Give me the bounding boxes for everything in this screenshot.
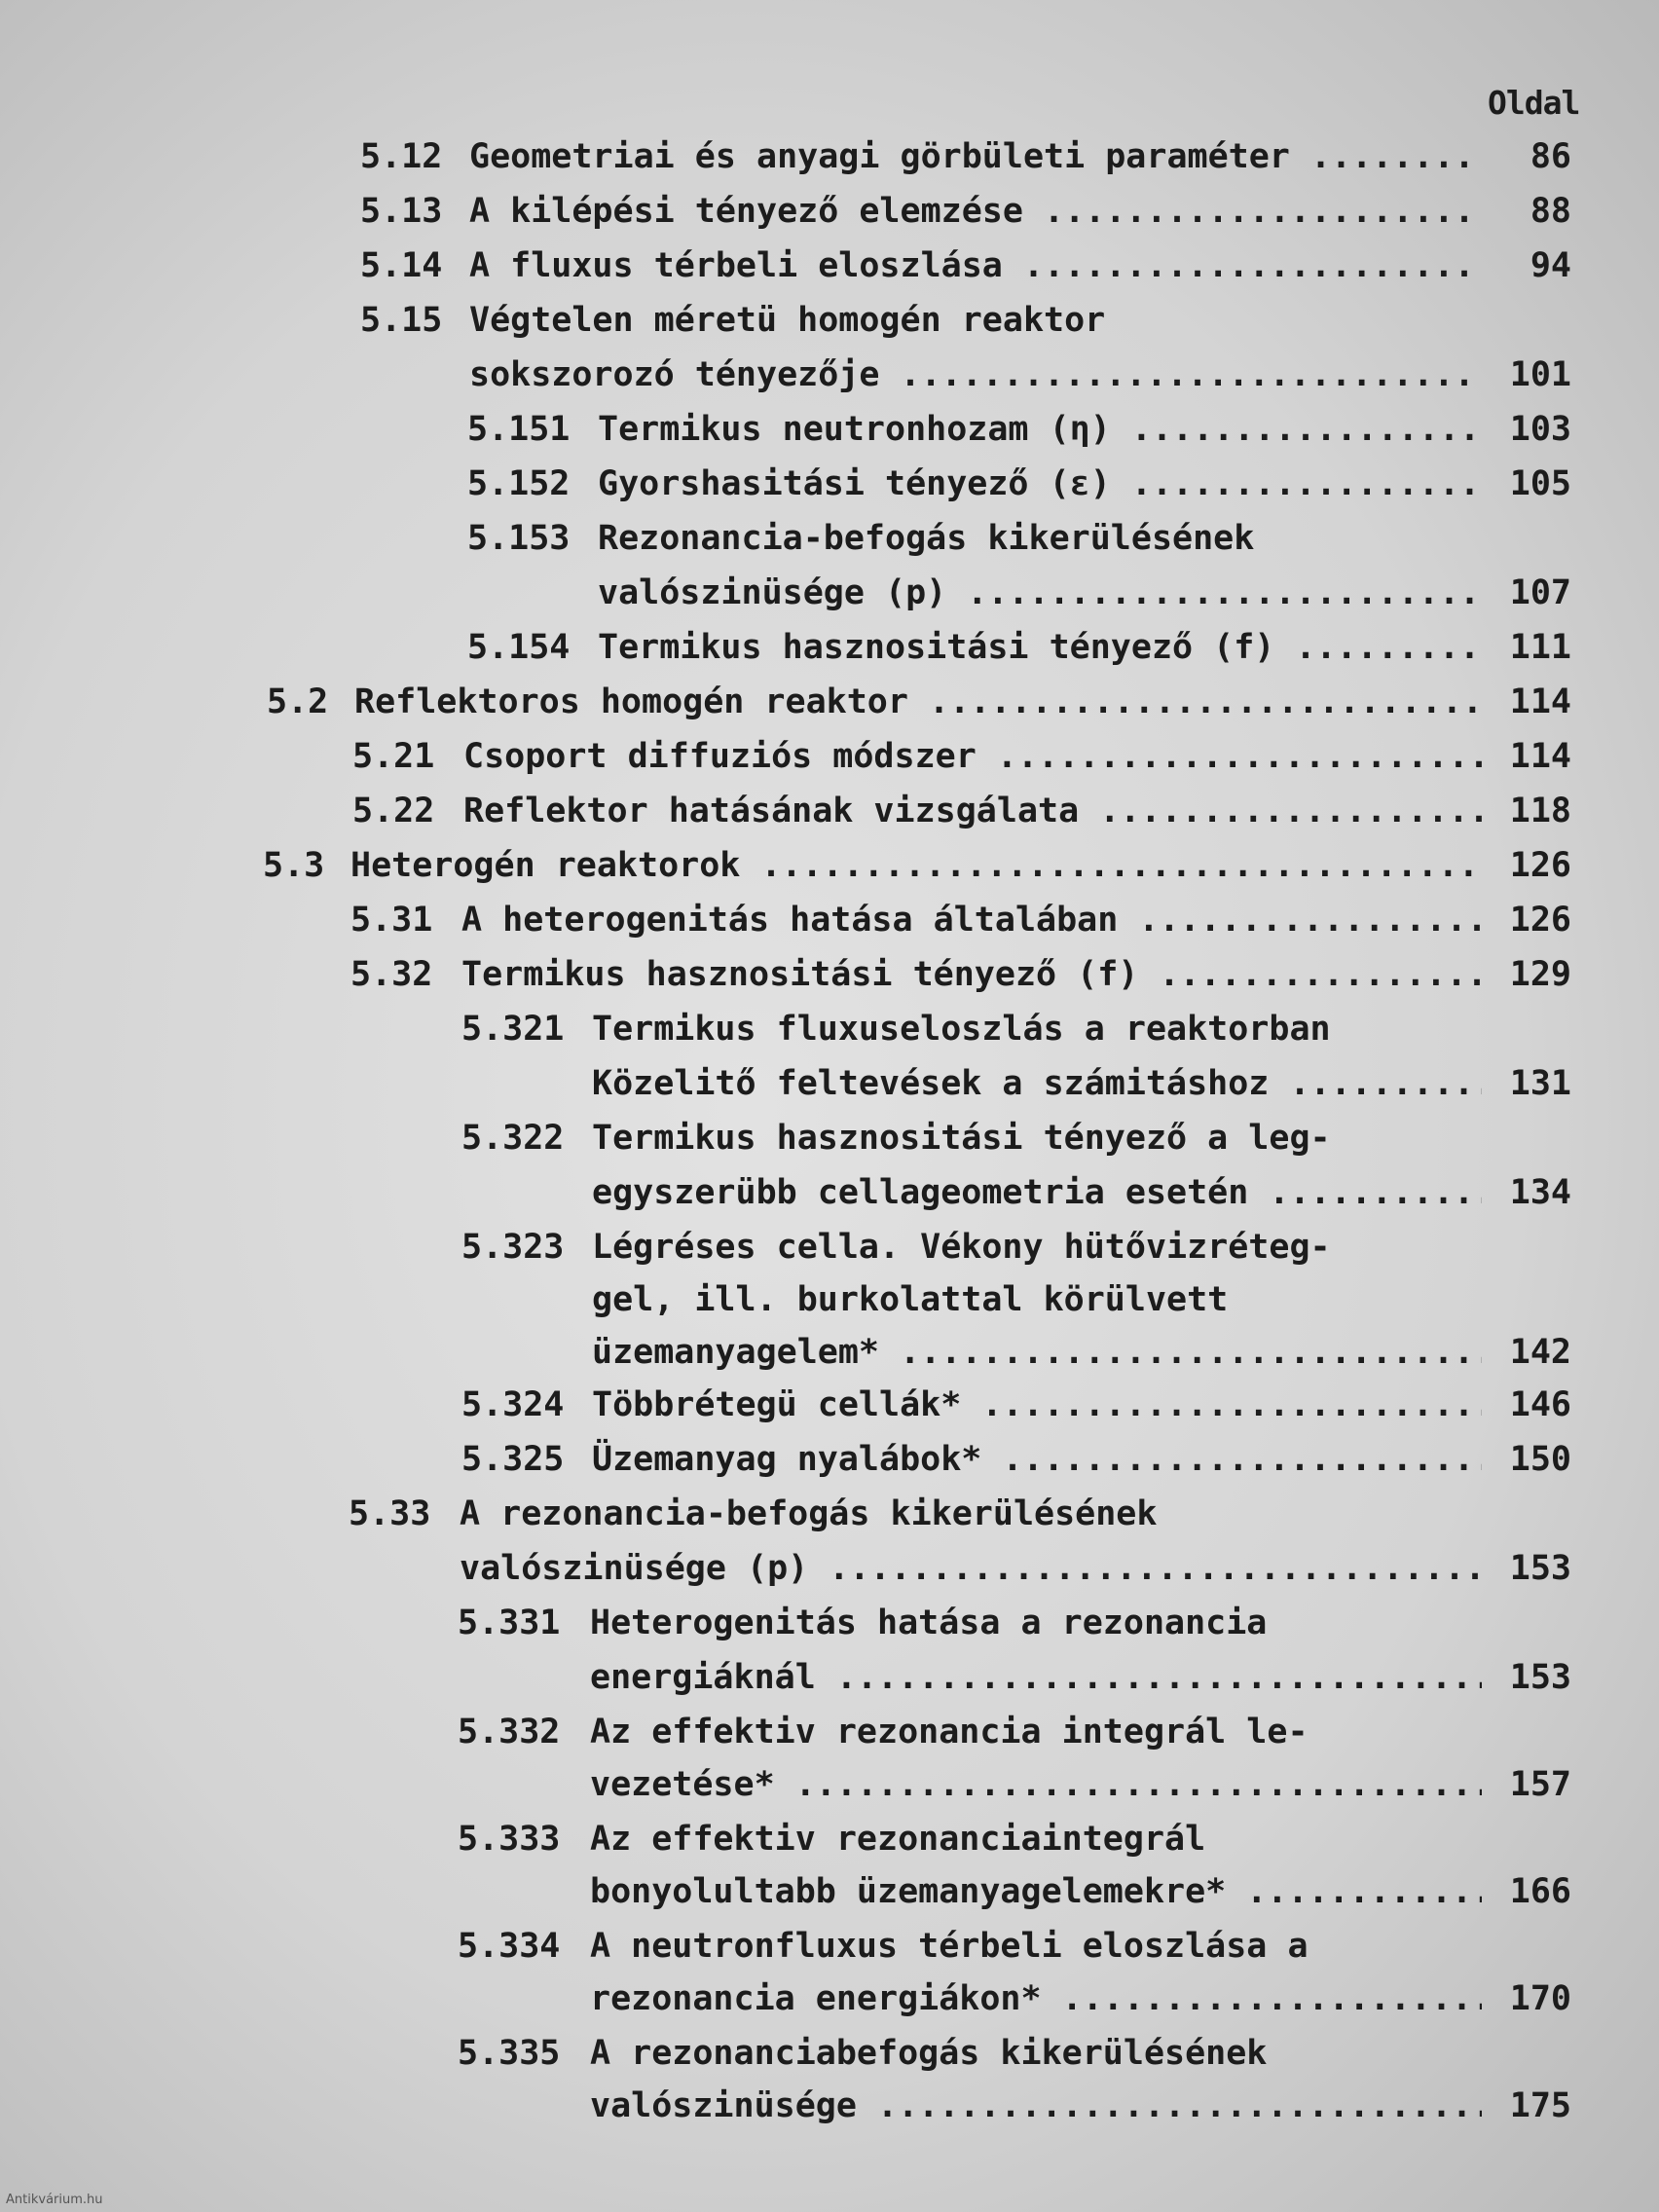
section-number: 5.2: [267, 682, 329, 721]
section-title: Termikus hasznositási tényező a leg-: [592, 1119, 1331, 1158]
watermark: Antikvárium.hu: [6, 2193, 103, 2207]
page-number: 153: [1509, 1658, 1571, 1697]
toc-entry: [0, 678, 1659, 726]
page-number: 126: [1509, 901, 1571, 940]
page-number: 103: [1509, 410, 1571, 449]
page-number: 88: [1530, 192, 1571, 231]
toc-entry-continuation: [0, 2082, 1659, 2130]
toc-entry: [0, 460, 1659, 508]
section-number: 5.325: [461, 1440, 565, 1479]
section-number: 5.15: [360, 301, 443, 340]
toc-entry: [0, 514, 1659, 563]
toc-entry: [0, 2029, 1659, 2078]
toc-entry: [0, 1114, 1659, 1162]
toc-entry: [0, 132, 1659, 181]
section-title: Termikus hasznositási tényező (f) .....: [598, 623, 1482, 672]
page-number: 157: [1509, 1765, 1571, 1804]
section-number: 5.21: [352, 737, 435, 776]
section-title: A heterogenitás hatása általában .....: [461, 896, 1482, 944]
page-number: 129: [1509, 955, 1571, 994]
section-title: Légréses cella. Vékony hütővizréteg-: [592, 1228, 1331, 1267]
page-number: 94: [1530, 246, 1571, 285]
page-number: 101: [1509, 355, 1571, 394]
page-number: 146: [1509, 1385, 1571, 1424]
toc-entry: [0, 1708, 1659, 1756]
section-title: valószinüsége .....: [590, 2082, 1482, 2130]
section-number: 5.31: [350, 901, 433, 940]
section-title: valószinüsége (p) .....: [598, 569, 1482, 617]
page-number: 166: [1509, 1872, 1571, 1911]
section-title: energiáknál .....: [590, 1653, 1482, 1702]
toc-entry: [0, 187, 1659, 236]
page-number: 118: [1509, 792, 1571, 830]
toc-entry-continuation: [0, 1760, 1659, 1809]
section-number: 5.3: [263, 846, 325, 885]
section-number: 5.323: [461, 1228, 565, 1267]
toc-entry: [0, 1490, 1659, 1538]
toc-entry: [0, 732, 1659, 781]
page-number: 134: [1509, 1173, 1571, 1212]
section-title: Heterogenitás hatása a rezonancia: [590, 1604, 1268, 1642]
section-number: 5.324: [461, 1385, 565, 1424]
section-number: 5.151: [467, 410, 571, 449]
section-title: Az effektiv rezonancia integrál le-: [590, 1713, 1309, 1751]
toc-entry-continuation: [0, 1974, 1659, 2023]
toc-entry-continuation: [0, 1328, 1659, 1377]
section-title: Geometriai és anyagi görbületi paraméter .....: [469, 132, 1482, 181]
section-title: Csoport diffuziós módszer .....: [463, 732, 1482, 781]
page-number: 105: [1509, 464, 1571, 503]
section-title: valószinüsége (p) .....: [460, 1544, 1482, 1593]
section-title: A fluxus térbeli eloszlása .....: [469, 241, 1482, 290]
section-title: Termikus hasznositási tényező (f) .....: [461, 950, 1482, 999]
section-number: 5.334: [458, 1927, 561, 1966]
toc-entry-continuation: [0, 1544, 1659, 1593]
toc-entry: [0, 1435, 1659, 1484]
toc-entry: [0, 950, 1659, 999]
section-title: A neutronfluxus térbeli eloszlása a: [590, 1927, 1309, 1966]
page-number: 107: [1509, 573, 1571, 612]
page-number: 114: [1509, 682, 1571, 721]
toc-entry: [0, 405, 1659, 454]
toc-entry: [0, 841, 1659, 890]
toc-entry: [0, 1922, 1659, 1971]
page-number: 142: [1509, 1333, 1571, 1372]
section-title: A kilépési tényező elemzése .....: [469, 187, 1482, 236]
page-number: 153: [1509, 1549, 1571, 1588]
section-number: 5.152: [467, 464, 571, 503]
section-number: 5.322: [461, 1119, 565, 1158]
page-number: 150: [1509, 1440, 1571, 1479]
section-number: 5.22: [352, 792, 435, 830]
section-title: Reflektor hatásának vizsgálata .....: [463, 787, 1482, 835]
section-title: üzemanyagelem* .....: [592, 1328, 1482, 1377]
section-title: Többrétegü cellák* .....: [592, 1381, 1482, 1429]
section-number: 5.335: [458, 2034, 561, 2073]
section-number: 5.321: [461, 1010, 565, 1049]
toc-entry: [0, 1381, 1659, 1429]
section-title: vezetése* .....: [590, 1760, 1482, 1809]
section-number: 5.14: [360, 246, 443, 285]
page-number: 111: [1509, 628, 1571, 667]
section-title: Közelitő feltevések a számitáshoz .....: [592, 1059, 1482, 1108]
section-title: Reflektoros homogén reaktor .....: [354, 678, 1482, 726]
section-number: 5.32: [350, 955, 433, 994]
toc-entry: [0, 1005, 1659, 1053]
section-title: gel, ill. burkolattal körülvett: [592, 1280, 1229, 1319]
toc-entry: [0, 241, 1659, 290]
section-title: Az effektiv rezonanciaintegrál: [590, 1820, 1206, 1859]
section-title: Termikus fluxuseloszlás a reaktorban: [592, 1010, 1331, 1049]
section-title: egyszerübb cellageometria esetén .....: [592, 1168, 1482, 1217]
section-number: 5.13: [360, 192, 443, 231]
section-number: 5.331: [458, 1604, 561, 1642]
page-number: 131: [1509, 1064, 1571, 1103]
section-number: 5.332: [458, 1713, 561, 1751]
section-number: 5.333: [458, 1820, 561, 1859]
section-title: Gyorshasitási tényező (ε) .....: [598, 460, 1482, 508]
section-title: Heterogén reaktorok .....: [350, 841, 1482, 890]
page-number: 86: [1530, 137, 1571, 176]
section-number: 5.153: [467, 519, 571, 558]
section-number: 5.33: [349, 1494, 431, 1533]
page-number: 170: [1509, 1979, 1571, 2018]
section-title: Termikus neutronhozam (η) .....: [598, 405, 1482, 454]
section-title: A rezonanciabefogás kikerülésének: [590, 2034, 1268, 2073]
section-number: 5.154: [467, 628, 571, 667]
toc-entry: [0, 1223, 1659, 1272]
page-number: 114: [1509, 737, 1571, 776]
page-number: 126: [1509, 846, 1571, 885]
section-title: Végtelen méretü homogén reaktor: [469, 301, 1106, 340]
toc-entry-continuation: [0, 1168, 1659, 1217]
toc-entry-continuation: [0, 569, 1659, 617]
toc-entry-continuation: [0, 1867, 1659, 1916]
toc-entry-continuation: [0, 1059, 1659, 1108]
toc-entry: [0, 1815, 1659, 1863]
toc-entry-continuation: [0, 350, 1659, 399]
page-column-heading: Oldal: [1488, 84, 1580, 122]
section-number: 5.12: [360, 137, 443, 176]
page-number: 175: [1509, 2086, 1571, 2125]
toc-entry-continuation: [0, 1275, 1659, 1324]
toc-entry: [0, 296, 1659, 345]
section-title: rezonancia energiákon* .....: [590, 1974, 1482, 2023]
toc-entry: [0, 623, 1659, 672]
toc-entry-continuation: [0, 1653, 1659, 1702]
toc-entry: [0, 1599, 1659, 1647]
section-title: A rezonancia-befogás kikerülésének: [460, 1494, 1158, 1533]
section-title: bonyolultabb üzemanyagelemekre* .....: [590, 1867, 1482, 1916]
section-title: Rezonancia-befogás kikerülésének: [598, 519, 1255, 558]
section-title: Üzemanyag nyalábok* .....: [592, 1435, 1482, 1484]
toc-entry: [0, 896, 1659, 944]
section-title: sokszorozó tényezője .....: [469, 350, 1482, 399]
toc-entry: [0, 787, 1659, 835]
